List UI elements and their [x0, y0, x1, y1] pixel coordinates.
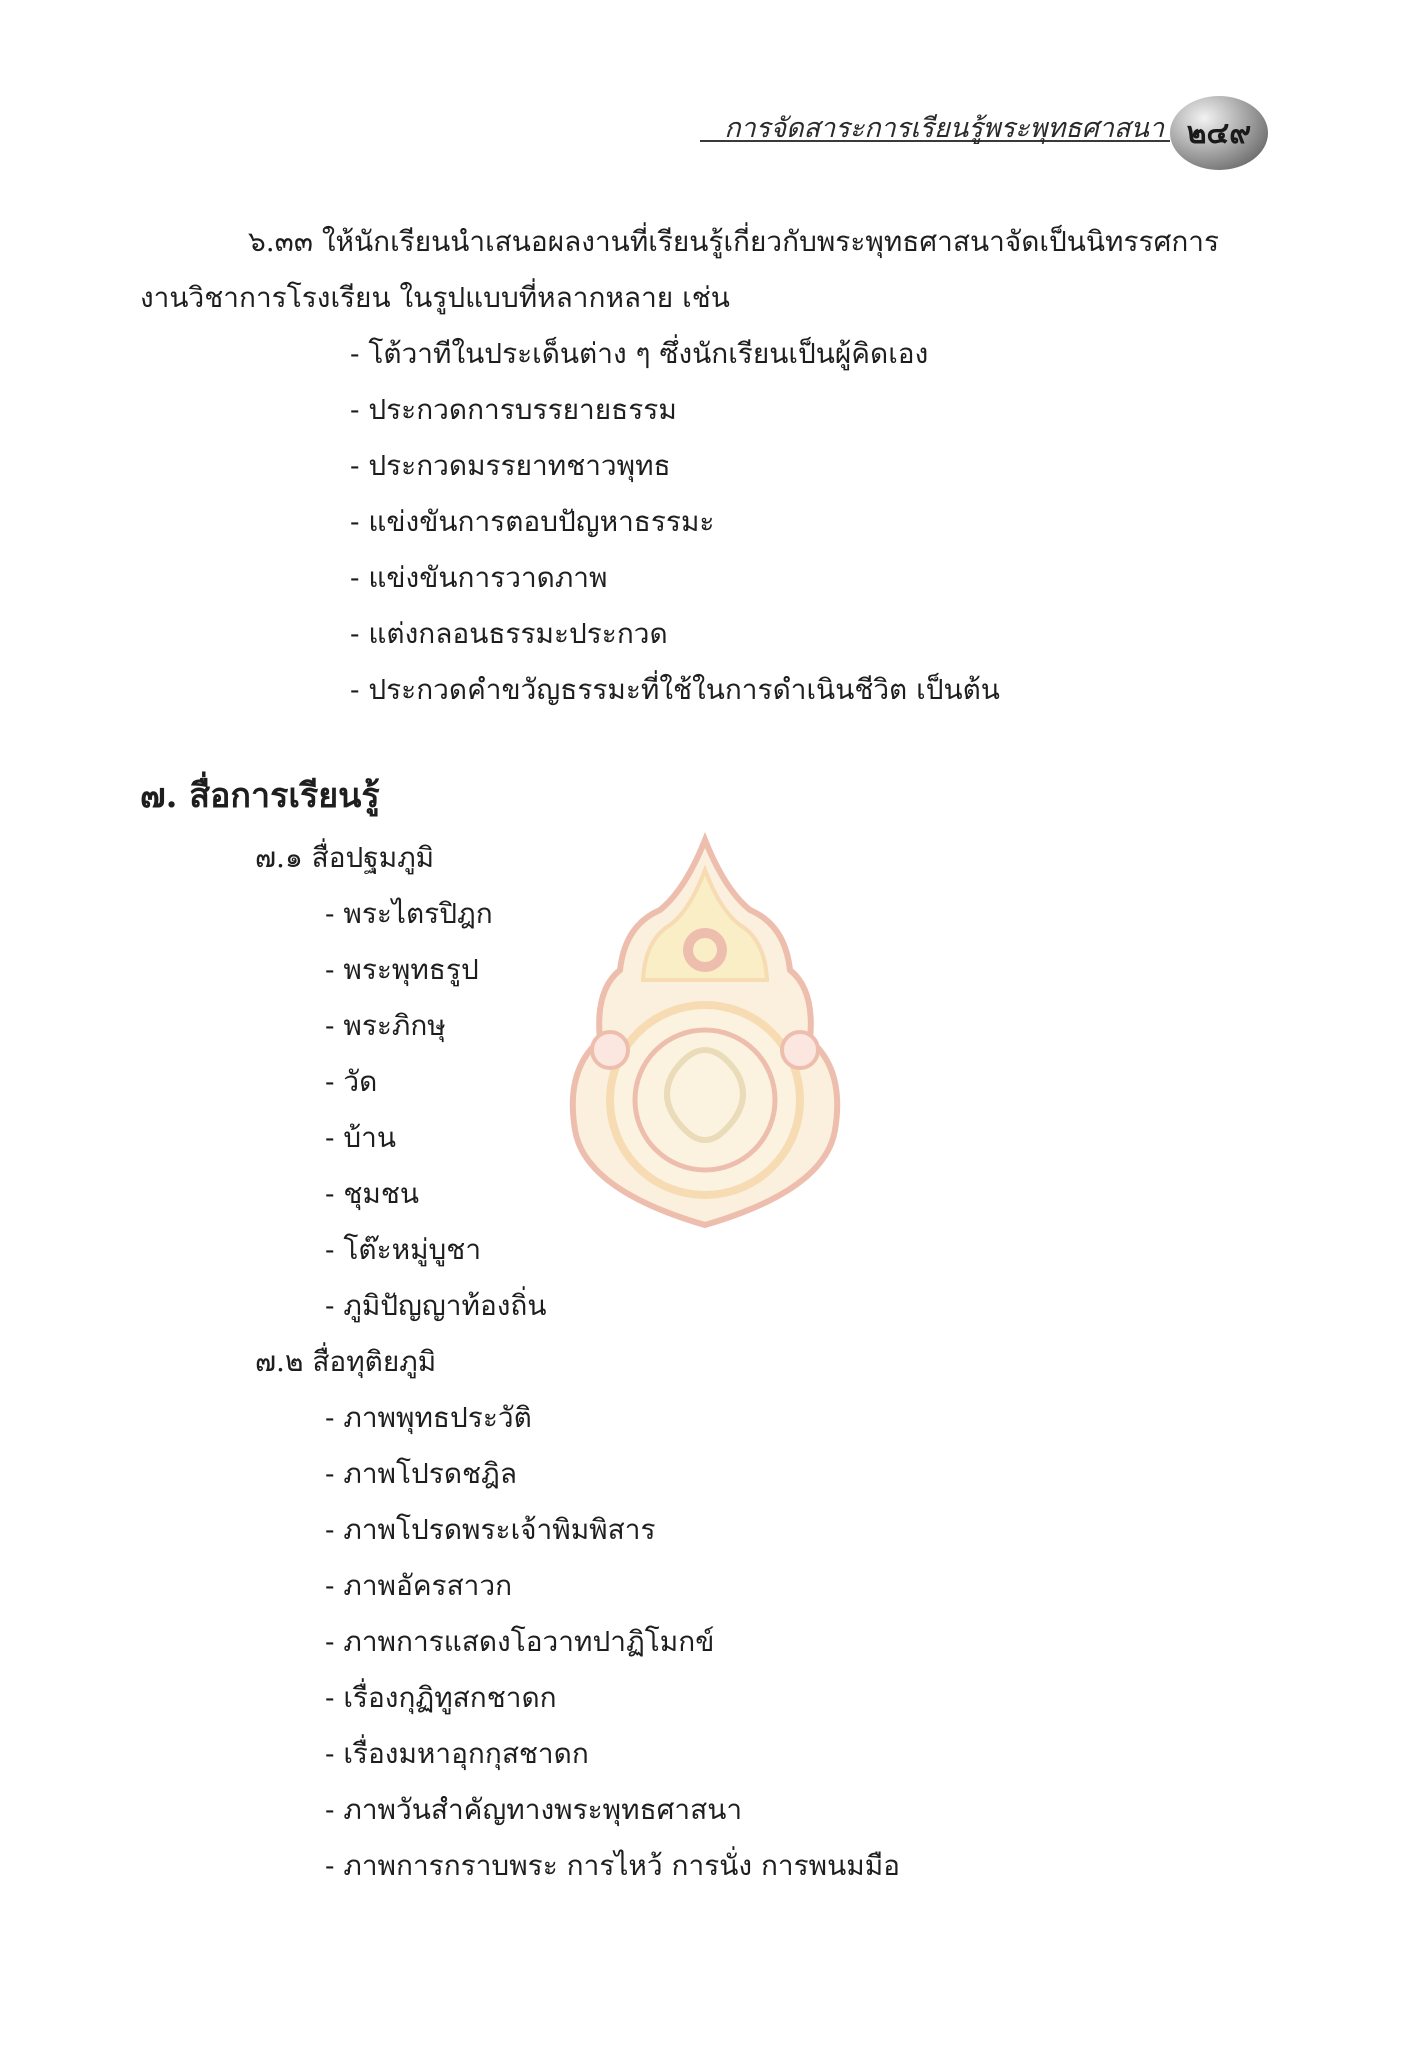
activity-item-3: - ประกวดมรรยาทชาวพุทธ — [350, 449, 671, 482]
secondary-media-item-3: - ภาพโปรดพระเจ้าพิมพิสาร — [325, 1513, 656, 1546]
primary-media-item-8: - ภูมิปัญญาท้องถิ่น — [325, 1289, 547, 1322]
secondary-media-item-1: - ภาพพุทธประวัติ — [325, 1401, 532, 1434]
activity-item-7: - ประกวดคำขวัญธรรมะที่ใช้ในการดำเนินชีวิต เป็นต้น — [350, 673, 1000, 706]
primary-media-item-2: - พระพุทธรูป — [325, 953, 479, 986]
paragraph-6-33-line-1: ๖.๓๓ ให้นักเรียนนำเสนอผลงานที่เรียนรู้เกี่ยวกับพระพุทธศาสนาจัดเป็นนิทรรศการ — [248, 225, 1220, 258]
section-7-heading: ๗. สื่อการเรียนรู้ — [140, 776, 380, 816]
secondary-media-item-4: - ภาพอัครสาวก — [325, 1569, 513, 1602]
activity-item-2: - ประกวดการบรรยายธรรม — [350, 393, 677, 426]
secondary-media-item-5: - ภาพการแสดงโอวาทปาฏิโมกข์ — [325, 1625, 715, 1658]
activity-item-5: - แข่งขันการวาดภาพ — [350, 561, 608, 594]
secondary-media-item-9: - ภาพการกราบพระ การไหว้ การนั่ง การพนมมือ — [325, 1849, 900, 1882]
secondary-media-item-2: - ภาพโปรดชฎิล — [325, 1457, 517, 1490]
primary-media-item-3: - พระภิกษุ — [325, 1009, 446, 1042]
paragraph-6-33-line-2: งานวิชาการโรงเรียน ในรูปแบบที่หลากหลาย เช่น — [140, 281, 730, 314]
page-number-badge — [1170, 96, 1268, 170]
primary-media-item-4: - วัด — [325, 1065, 378, 1098]
seal-watermark-icon — [555, 830, 855, 1230]
activity-item-6: - แต่งกลอนธรรมะประกวด — [350, 617, 668, 650]
running-header — [700, 106, 1170, 142]
primary-media-item-6: - ชุมชน — [325, 1177, 419, 1210]
secondary-media-item-8: - ภาพวันสำคัญทางพระพุทธศาสนา — [325, 1793, 743, 1826]
subsection-7-1-heading: ๗.๑ สื่อปฐมภูมิ — [255, 841, 435, 874]
primary-media-item-7: - โต๊ะหมู่บูชา — [325, 1233, 482, 1266]
secondary-media-item-6: - เรื่องกุฏิทูสกชาดก — [325, 1681, 557, 1714]
header-title: การจัดสาระการเรียนรู้พระพุทธศาสนา — [724, 113, 1164, 144]
subsection-7-2-heading: ๗.๒ สื่อทุติยภูมิ — [255, 1345, 437, 1378]
primary-media-item-1: - พระไตรปิฎก — [325, 897, 493, 930]
secondary-media-item-7: - เรื่องมหาอุกกุสชาดก — [325, 1737, 589, 1770]
primary-media-item-5: - บ้าน — [325, 1121, 396, 1154]
activity-item-4: - แข่งขันการตอบปัญหาธรรมะ — [350, 505, 715, 538]
activity-item-1: - โต้วาทีในประเด็นต่าง ๆ ซึ่งนักเรียนเป็นผู้คิดเอง — [350, 337, 929, 370]
page-number: ๒๔๙ — [1186, 115, 1252, 151]
